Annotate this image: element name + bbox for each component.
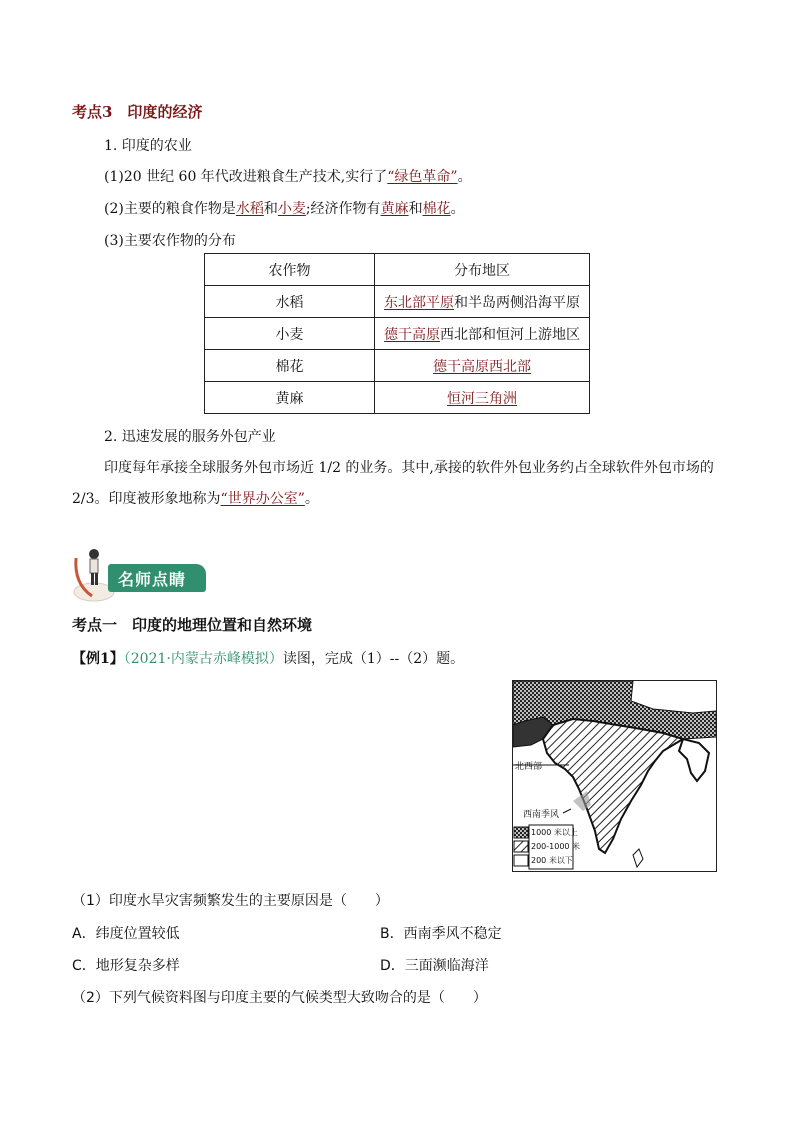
keyword-world-office: “世界办公室” bbox=[220, 491, 305, 507]
option-1B: B．西南季风不稳定 bbox=[380, 926, 502, 942]
table-row bbox=[205, 318, 590, 350]
service-paragraph-line1: 印度每年承接全球服务外包市场近 1/2 的业务。其中,承接的软件外包业务约占全球软件外包市场的 bbox=[104, 460, 714, 476]
legend-label-high: 1000 米以上 bbox=[531, 828, 578, 837]
service-paragraph-line2: 2/3。印度被形象地称为“世界办公室”。 bbox=[72, 491, 319, 507]
table-cell-region: 德干高原西北部 bbox=[375, 350, 590, 382]
table-row bbox=[205, 286, 590, 318]
example-tag: 【例1】 bbox=[72, 651, 124, 667]
paragraph-crop-distribution: (3)主要农作物的分布 bbox=[104, 233, 236, 249]
agriculture-heading: 1. 印度的农业 bbox=[104, 138, 192, 154]
legend-swatch-high bbox=[514, 827, 528, 838]
table-header-crop: 农作物 bbox=[205, 254, 375, 286]
keyword-jute: 黄麻 bbox=[380, 201, 409, 217]
service-heading: 2. 迅速发展的服务外包产业 bbox=[104, 429, 276, 445]
banner-label: 名师点睛 bbox=[118, 570, 187, 589]
question-1-stem: （1）印度水旱灾害频繁发生的主要原因是（ ） bbox=[72, 893, 389, 909]
table-header-row bbox=[205, 254, 590, 286]
legend-swatch-mid bbox=[514, 841, 528, 852]
crop-distribution-table bbox=[204, 253, 590, 414]
keyword-rice: 水稻 bbox=[235, 201, 264, 217]
example-source: （2021·内蒙古赤峰模拟） bbox=[123, 651, 283, 667]
question-2-stem: （2）下列气候资料图与印度主要的气候类型大致吻合的是（ ） bbox=[72, 990, 487, 1006]
table-cell-crop: 黄麻 bbox=[205, 382, 375, 414]
paragraph-main-crops: (2)主要的粮食作物是水稻和小麦;经济作物有黄麻和棉花。 bbox=[104, 201, 465, 217]
map-label-monsoon: 西南季风 bbox=[523, 810, 560, 820]
keyword-wheat: 小麦 bbox=[277, 201, 306, 217]
option-1D: D．三面濒临海洋 bbox=[380, 958, 489, 974]
table-cell-crop: 小麦 bbox=[205, 318, 375, 350]
map-drawing bbox=[513, 681, 716, 871]
map-label-northwest: 北西部 bbox=[515, 762, 543, 772]
section-title: 考点3 印度的经济 bbox=[72, 103, 203, 121]
table-cell-crop: 水稻 bbox=[205, 286, 375, 318]
keyword-green-revolution: “绿色革命” bbox=[387, 169, 458, 185]
option-1A: A．纬度位置较低 bbox=[72, 926, 180, 942]
teacher-tips-banner bbox=[74, 550, 208, 594]
example-header: 【例1】（2021·内蒙古赤峰模拟）读图，完成（1）--（2）题。 bbox=[72, 651, 465, 667]
paragraph-green-revolution: (1)20 世纪 60 年代改进粮食生产技术,实行了“绿色革命”。 bbox=[104, 169, 472, 185]
kaodian1-title: 考点一 印度的地理位置和自然环境 bbox=[72, 616, 313, 634]
table-row bbox=[205, 382, 590, 414]
legend-label-low: 200 米以下 bbox=[531, 856, 573, 865]
legend-swatch-low bbox=[514, 855, 528, 866]
table-cell-region: 恒河三角洲 bbox=[375, 382, 590, 414]
table-row bbox=[205, 350, 590, 382]
india-terrain-map bbox=[512, 680, 717, 872]
table-cell-region: 东北部平原和半岛两侧沿海平原 bbox=[375, 286, 590, 318]
keyword-cotton: 棉花 bbox=[422, 201, 451, 217]
legend-label-mid: 200-1000 米 bbox=[531, 842, 581, 851]
table-cell-crop: 棉花 bbox=[205, 350, 375, 382]
table-header-region: 分布地区 bbox=[375, 254, 590, 286]
option-1C: C．地形复杂多样 bbox=[72, 958, 180, 974]
table-cell-region: 德干高原西北部和恒河上游地区 bbox=[375, 318, 590, 350]
